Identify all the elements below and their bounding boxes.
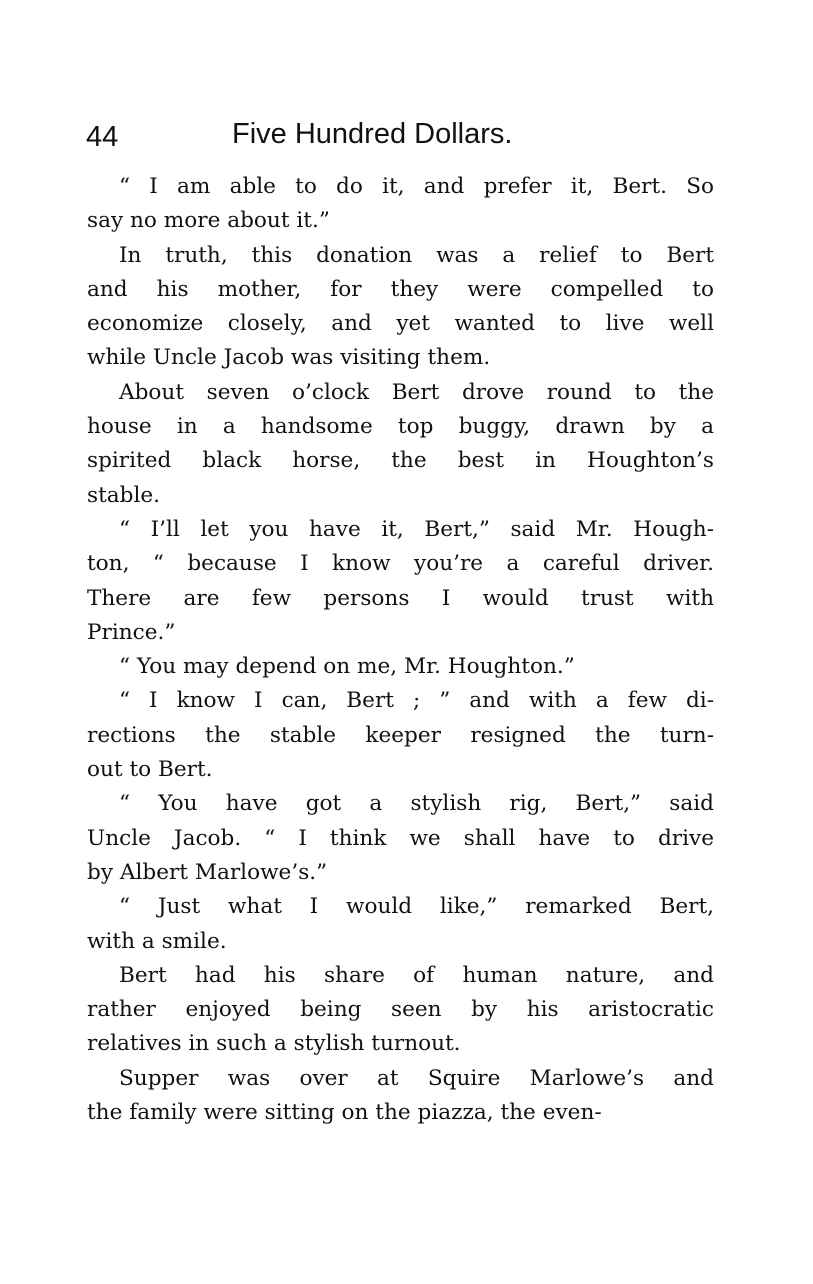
paragraph [87, 959, 714, 1062]
text-line: In truth, this donation was a relief to Bert [119, 242, 714, 268]
text-line: say no more about it.” [87, 208, 330, 234]
page-number: 44 [86, 121, 119, 153]
text-line: stable. [87, 482, 161, 508]
text-line: out to Bert. [87, 757, 213, 783]
text-line: Bert had his share of human nature, and [119, 962, 714, 988]
paragraph [87, 650, 714, 684]
text-line: while Uncle Jacob was visiting them. [87, 345, 491, 371]
text-line: “ I’ll let you have it, Bert,” said Mr. Hough- [119, 516, 714, 542]
page-header [86, 112, 716, 156]
text-line: and his mother, for they were compelled to [87, 276, 714, 302]
text-line: “ Just what I would like,” remarked Bert, [119, 894, 714, 920]
text-line: ton, “ because I know you’re a careful driver. [87, 551, 714, 577]
text-line: with a smile. [87, 928, 227, 954]
text-line: rections the stable keeper resigned the turn- [87, 722, 714, 748]
text-line: “ I know I can, Bert ; ” and with a few di- [119, 688, 714, 714]
paragraph [87, 513, 714, 650]
paragraph [87, 787, 714, 890]
text-line: “ I am able to do it, and prefer it, Bert. So [119, 174, 714, 199]
text-line: by Albert Marlowe’s.” [87, 859, 328, 885]
text-line: the family were sitting on the piazza, the even- [87, 1100, 602, 1126]
text-line: About seven o’clock Bert drove round to the [119, 379, 714, 405]
text-line: Uncle Jacob. “ I think we shall have to drive [87, 825, 714, 851]
paragraph [87, 1062, 714, 1131]
body-text [87, 170, 714, 1130]
text-line: There are few persons I would trust with [87, 585, 714, 611]
text-line: Supper was over at Squire Marlowe’s and [119, 1065, 714, 1091]
text-line: spirited black horse, the best in Houghton’s [87, 448, 714, 474]
paragraph [87, 376, 714, 513]
text-line: rather enjoyed being seen by his aristocratic [87, 997, 714, 1023]
paragraph [87, 239, 714, 376]
text-line: “ You may depend on me, Mr. Houghton.” [119, 654, 575, 680]
text-line: economize closely, and yet wanted to live well [87, 311, 714, 337]
paragraph [87, 170, 714, 239]
text-line: house in a handsome top buggy, drawn by a [87, 414, 714, 440]
running-title: Five Hundred Dollars. [232, 118, 513, 150]
text-line: Prince.” [87, 619, 176, 645]
text-line: relatives in such a stylish turnout. [87, 1031, 461, 1057]
paragraph [87, 684, 714, 787]
paragraph [87, 890, 714, 959]
text-line: “ You have got a stylish rig, Bert,” said [119, 791, 714, 817]
